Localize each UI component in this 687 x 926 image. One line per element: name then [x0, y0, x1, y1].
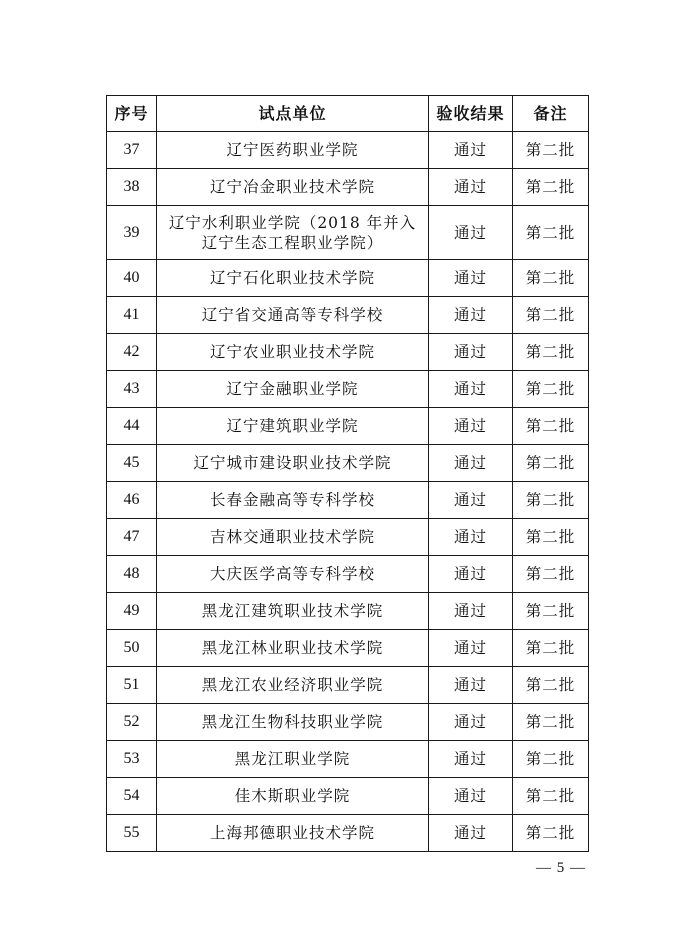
cell-unit: 黑龙江职业学院 [157, 741, 429, 778]
table-row [107, 482, 589, 519]
cell-unit: 辽宁冶金职业技术学院 [157, 169, 429, 206]
cell-unit: 辽宁建筑职业学院 [157, 408, 429, 445]
cell-unit: 辽宁金融职业学院 [157, 371, 429, 408]
table-row [107, 445, 589, 482]
cell-note: 第二批 [513, 482, 589, 519]
cell-no: 46 [107, 482, 157, 519]
cell-no: 38 [107, 169, 157, 206]
cell-unit: 黑龙江建筑职业技术学院 [157, 593, 429, 630]
cell-unit-line-1: 辽宁水利职业学院（2018 年并入 [168, 213, 417, 232]
cell-note: 第二批 [513, 445, 589, 482]
cell-note: 第二批 [513, 593, 589, 630]
cell-no: 45 [107, 445, 157, 482]
cell-result: 通过 [429, 206, 513, 260]
cell-note: 第二批 [513, 630, 589, 667]
table-row [107, 815, 589, 852]
cell-result: 通过 [429, 815, 513, 852]
cell-result: 通过 [429, 408, 513, 445]
cell-no: 40 [107, 260, 157, 297]
cell-note: 第二批 [513, 334, 589, 371]
cell-note: 第二批 [513, 260, 589, 297]
table-row [107, 704, 589, 741]
cell-note: 第二批 [513, 169, 589, 206]
cell-no: 50 [107, 630, 157, 667]
cell-no: 43 [107, 371, 157, 408]
cell-unit: 黑龙江生物科技职业学院 [157, 704, 429, 741]
cell-note: 第二批 [513, 704, 589, 741]
header-unit: 试点单位 [157, 96, 429, 132]
page-number: — 5 — [536, 860, 586, 876]
cell-unit: 大庆医学高等专科学校 [157, 556, 429, 593]
cell-unit: 长春金融高等专科学校 [157, 482, 429, 519]
cell-result: 通过 [429, 593, 513, 630]
cell-unit-line-2: 辽宁生态工程职业学院） [201, 233, 384, 252]
cell-unit: 辽宁石化职业技术学院 [157, 260, 429, 297]
cell-result: 通过 [429, 667, 513, 704]
table-row [107, 741, 589, 778]
table-row [107, 556, 589, 593]
cell-result: 通过 [429, 519, 513, 556]
cell-note: 第二批 [513, 556, 589, 593]
cell-result: 通过 [429, 630, 513, 667]
cell-unit: 辽宁省交通高等专科学校 [157, 297, 429, 334]
cell-note: 第二批 [513, 371, 589, 408]
table-row [107, 334, 589, 371]
cell-no: 55 [107, 815, 157, 852]
cell-no: 47 [107, 519, 157, 556]
table-row [107, 408, 589, 445]
header-result: 验收结果 [429, 96, 513, 132]
cell-no: 54 [107, 778, 157, 815]
cell-no: 52 [107, 704, 157, 741]
cell-result: 通过 [429, 482, 513, 519]
cell-result: 通过 [429, 169, 513, 206]
cell-unit: 上海邦德职业技术学院 [157, 815, 429, 852]
table-row [107, 132, 589, 169]
cell-unit: 黑龙江林业职业技术学院 [157, 630, 429, 667]
cell-result: 通过 [429, 334, 513, 371]
table-header-row [107, 96, 589, 132]
cell-no: 44 [107, 408, 157, 445]
cell-note: 第二批 [513, 667, 589, 704]
cell-note: 第二批 [513, 519, 589, 556]
cell-result: 通过 [429, 371, 513, 408]
cell-no: 41 [107, 297, 157, 334]
cell-no: 49 [107, 593, 157, 630]
cell-unit [157, 206, 429, 260]
table-row [107, 630, 589, 667]
cell-result: 通过 [429, 445, 513, 482]
cell-no: 42 [107, 334, 157, 371]
cell-note: 第二批 [513, 741, 589, 778]
table-row [107, 593, 589, 630]
table-row [107, 519, 589, 556]
cell-note: 第二批 [513, 778, 589, 815]
table-row [107, 297, 589, 334]
pilot-units-table [106, 95, 589, 852]
header-note: 备注 [513, 96, 589, 132]
cell-note: 第二批 [513, 815, 589, 852]
cell-result: 通过 [429, 132, 513, 169]
cell-unit: 辽宁农业职业技术学院 [157, 334, 429, 371]
cell-note: 第二批 [513, 132, 589, 169]
cell-note: 第二批 [513, 408, 589, 445]
cell-result: 通过 [429, 778, 513, 815]
table-row [107, 371, 589, 408]
table-row [107, 206, 589, 260]
cell-no: 39 [107, 206, 157, 260]
cell-note: 第二批 [513, 206, 589, 260]
cell-unit: 辽宁城市建设职业技术学院 [157, 445, 429, 482]
cell-no: 51 [107, 667, 157, 704]
table-row [107, 667, 589, 704]
table-row [107, 778, 589, 815]
cell-no: 48 [107, 556, 157, 593]
cell-no: 37 [107, 132, 157, 169]
cell-unit: 佳木斯职业学院 [157, 778, 429, 815]
cell-result: 通过 [429, 704, 513, 741]
cell-unit: 辽宁医药职业学院 [157, 132, 429, 169]
cell-no: 53 [107, 741, 157, 778]
cell-note: 第二批 [513, 297, 589, 334]
header-no: 序号 [107, 96, 157, 132]
table-row [107, 260, 589, 297]
cell-result: 通过 [429, 556, 513, 593]
cell-result: 通过 [429, 260, 513, 297]
cell-unit: 黑龙江农业经济职业学院 [157, 667, 429, 704]
table-row [107, 169, 589, 206]
cell-result: 通过 [429, 297, 513, 334]
cell-result: 通过 [429, 741, 513, 778]
cell-unit: 吉林交通职业技术学院 [157, 519, 429, 556]
